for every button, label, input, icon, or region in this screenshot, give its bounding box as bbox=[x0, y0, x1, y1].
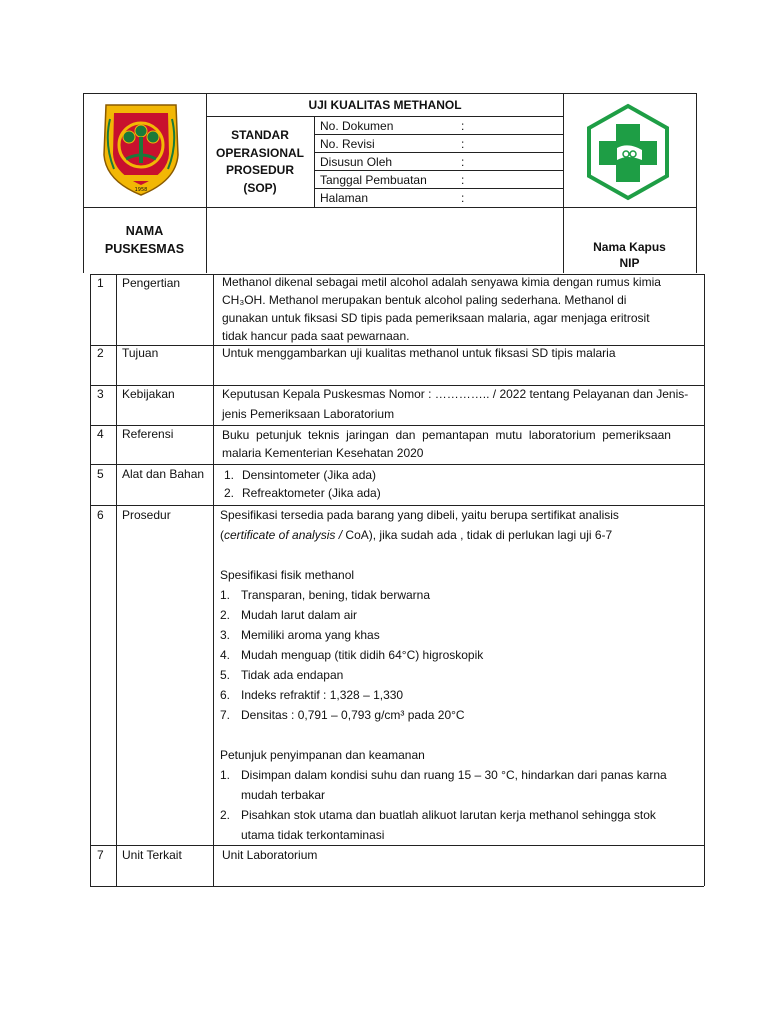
row-label: Pengertian bbox=[122, 276, 181, 290]
list-item: 2. Pisahkan stok utama dan buatlah alikuot larutan kerja methanol sehingga stok bbox=[220, 808, 656, 822]
field-separator: : bbox=[461, 191, 465, 205]
field-separator: : bbox=[461, 155, 465, 169]
document-title: UJI KUALITAS METHANOL bbox=[308, 98, 462, 112]
row-label: Referensi bbox=[122, 427, 174, 441]
row-label: Unit Terkait bbox=[122, 848, 182, 862]
puskesmas-seal-logo bbox=[96, 99, 186, 199]
row-content: Spesifikasi tersedia pada barang yang dibeli, yaitu berupa sertifikat analisis (certificate of analysis / CoA), jika sudah ada , tidak di perlukan lagi uji 6-7 Spesifikasi fisik methanol 1. Transparan, bening, tidak berwarna 2. Mudah larut dalam air 3. Memiliki aroma yang khas 4. Mudah menguap (titik didih 64°C) higroskopik 5. Tidak ada endapan 6. Indeks refraktif : 1,328 – 1,330 7. Densitas : 0,791 – 0,793 g/cm³ pada 20°C Petunjuk penyimpanan dan keamanan 1. Disimpan dalam kondisi suhu dan ruang 15 – 30 °C, hindarkan dari panas karna mudah terbakar 2. Pisahkan stok utama dan buatlah alikuot larutan kerja methanol sehingga stok utama tidak terkontaminasi bbox=[220, 505, 700, 845]
row-number: 1 bbox=[97, 276, 104, 290]
field-label-disusun-oleh: Disusun Oleh bbox=[320, 155, 393, 169]
row-content: Unit Laboratorium bbox=[222, 848, 318, 862]
field-separator: : bbox=[461, 137, 465, 151]
row-number: 4 bbox=[97, 427, 104, 441]
row-content: Keputusan Kepala Puskesmas Nomor : ………….. / 2022 tentang Pelayanan dan Jenis- jenis Pemeriksaan Laboratorium bbox=[222, 387, 689, 421]
list-item: 5. Tidak ada endapan bbox=[220, 668, 344, 682]
row-label: Alat dan Bahan bbox=[122, 467, 205, 481]
svg-text:1958: 1958 bbox=[134, 187, 148, 193]
list-item: 1. Disimpan dalam kondisi suhu dan ruang 15 – 30 °C, hindarkan dari panas karna bbox=[220, 768, 667, 782]
head-signature-label: Nama Kapus NIP bbox=[593, 240, 666, 270]
list-item: 7. Densitas : 0,791 – 0,793 g/cm³ pada 20°C bbox=[220, 708, 465, 722]
row-number: 3 bbox=[97, 387, 104, 401]
list-item: 1. Transparan, bening, tidak berwarna bbox=[220, 588, 430, 602]
row-number: 6 bbox=[97, 508, 104, 522]
sop-label: STANDAR OPERASIONAL PROSEDUR (SOP) bbox=[215, 128, 304, 195]
spec-title: Spesifikasi fisik methanol bbox=[220, 568, 355, 582]
row-content: Methanol dikenal sebagai metil alcohol adalah senyawa kimia dengan rumus kimia CH₃OH. Methanol merupakan bentuk alcohol paling sederhana. Methanol di gunakan untuk fiksasi SD tipis pada pemeriksaan malaria, agar menjaga eritrosit tidak hancur pada saat pewarnaan. bbox=[222, 275, 661, 343]
row-number: 5 bbox=[97, 467, 104, 481]
org-name-label: NAMA PUSKESMAS bbox=[104, 224, 185, 256]
field-label-halaman: Halaman bbox=[320, 191, 369, 205]
row-content bbox=[224, 466, 700, 502]
field-label-no-revisi: No. Revisi bbox=[320, 137, 375, 151]
row-number: 7 bbox=[97, 848, 104, 862]
field-label-tanggal-pembuatan: Tanggal Pembuatan bbox=[320, 173, 427, 187]
field-label-no-dokumen: No. Dokumen bbox=[320, 119, 394, 133]
list-item: 2. Refreaktometer (Jika ada) bbox=[224, 486, 381, 500]
list-item: 1. Densintometer (Jika ada) bbox=[224, 468, 377, 482]
list-item: 2. Mudah larut dalam air bbox=[220, 608, 358, 622]
row-label: Kebijakan bbox=[122, 387, 175, 401]
row-content: Buku petunjuk teknis jaringan dan pemantapan mutu laboratorium pemeriksaan malaria Kementerian Kesehatan 2020 bbox=[222, 428, 671, 460]
row-content: Untuk menggambarkan uji kualitas methanol untuk fiksasi SD tipis malaria bbox=[222, 346, 616, 360]
row-number: 2 bbox=[97, 346, 104, 360]
list-item: 4. Mudah menguap (titik didih 64°C) higroskopik bbox=[220, 648, 484, 662]
list-item: 3. Memiliki aroma yang khas bbox=[220, 628, 380, 642]
field-separator: : bbox=[461, 119, 465, 133]
storage-title: Petunjuk penyimpanan dan keamanan bbox=[220, 748, 425, 762]
row-label: Prosedur bbox=[122, 508, 171, 522]
row-label: Tujuan bbox=[122, 346, 159, 360]
puskesmas-cross-logo bbox=[584, 102, 672, 202]
list-item: 6. Indeks refraktif : 1,328 – 1,330 bbox=[220, 688, 404, 702]
field-separator: : bbox=[461, 173, 465, 187]
